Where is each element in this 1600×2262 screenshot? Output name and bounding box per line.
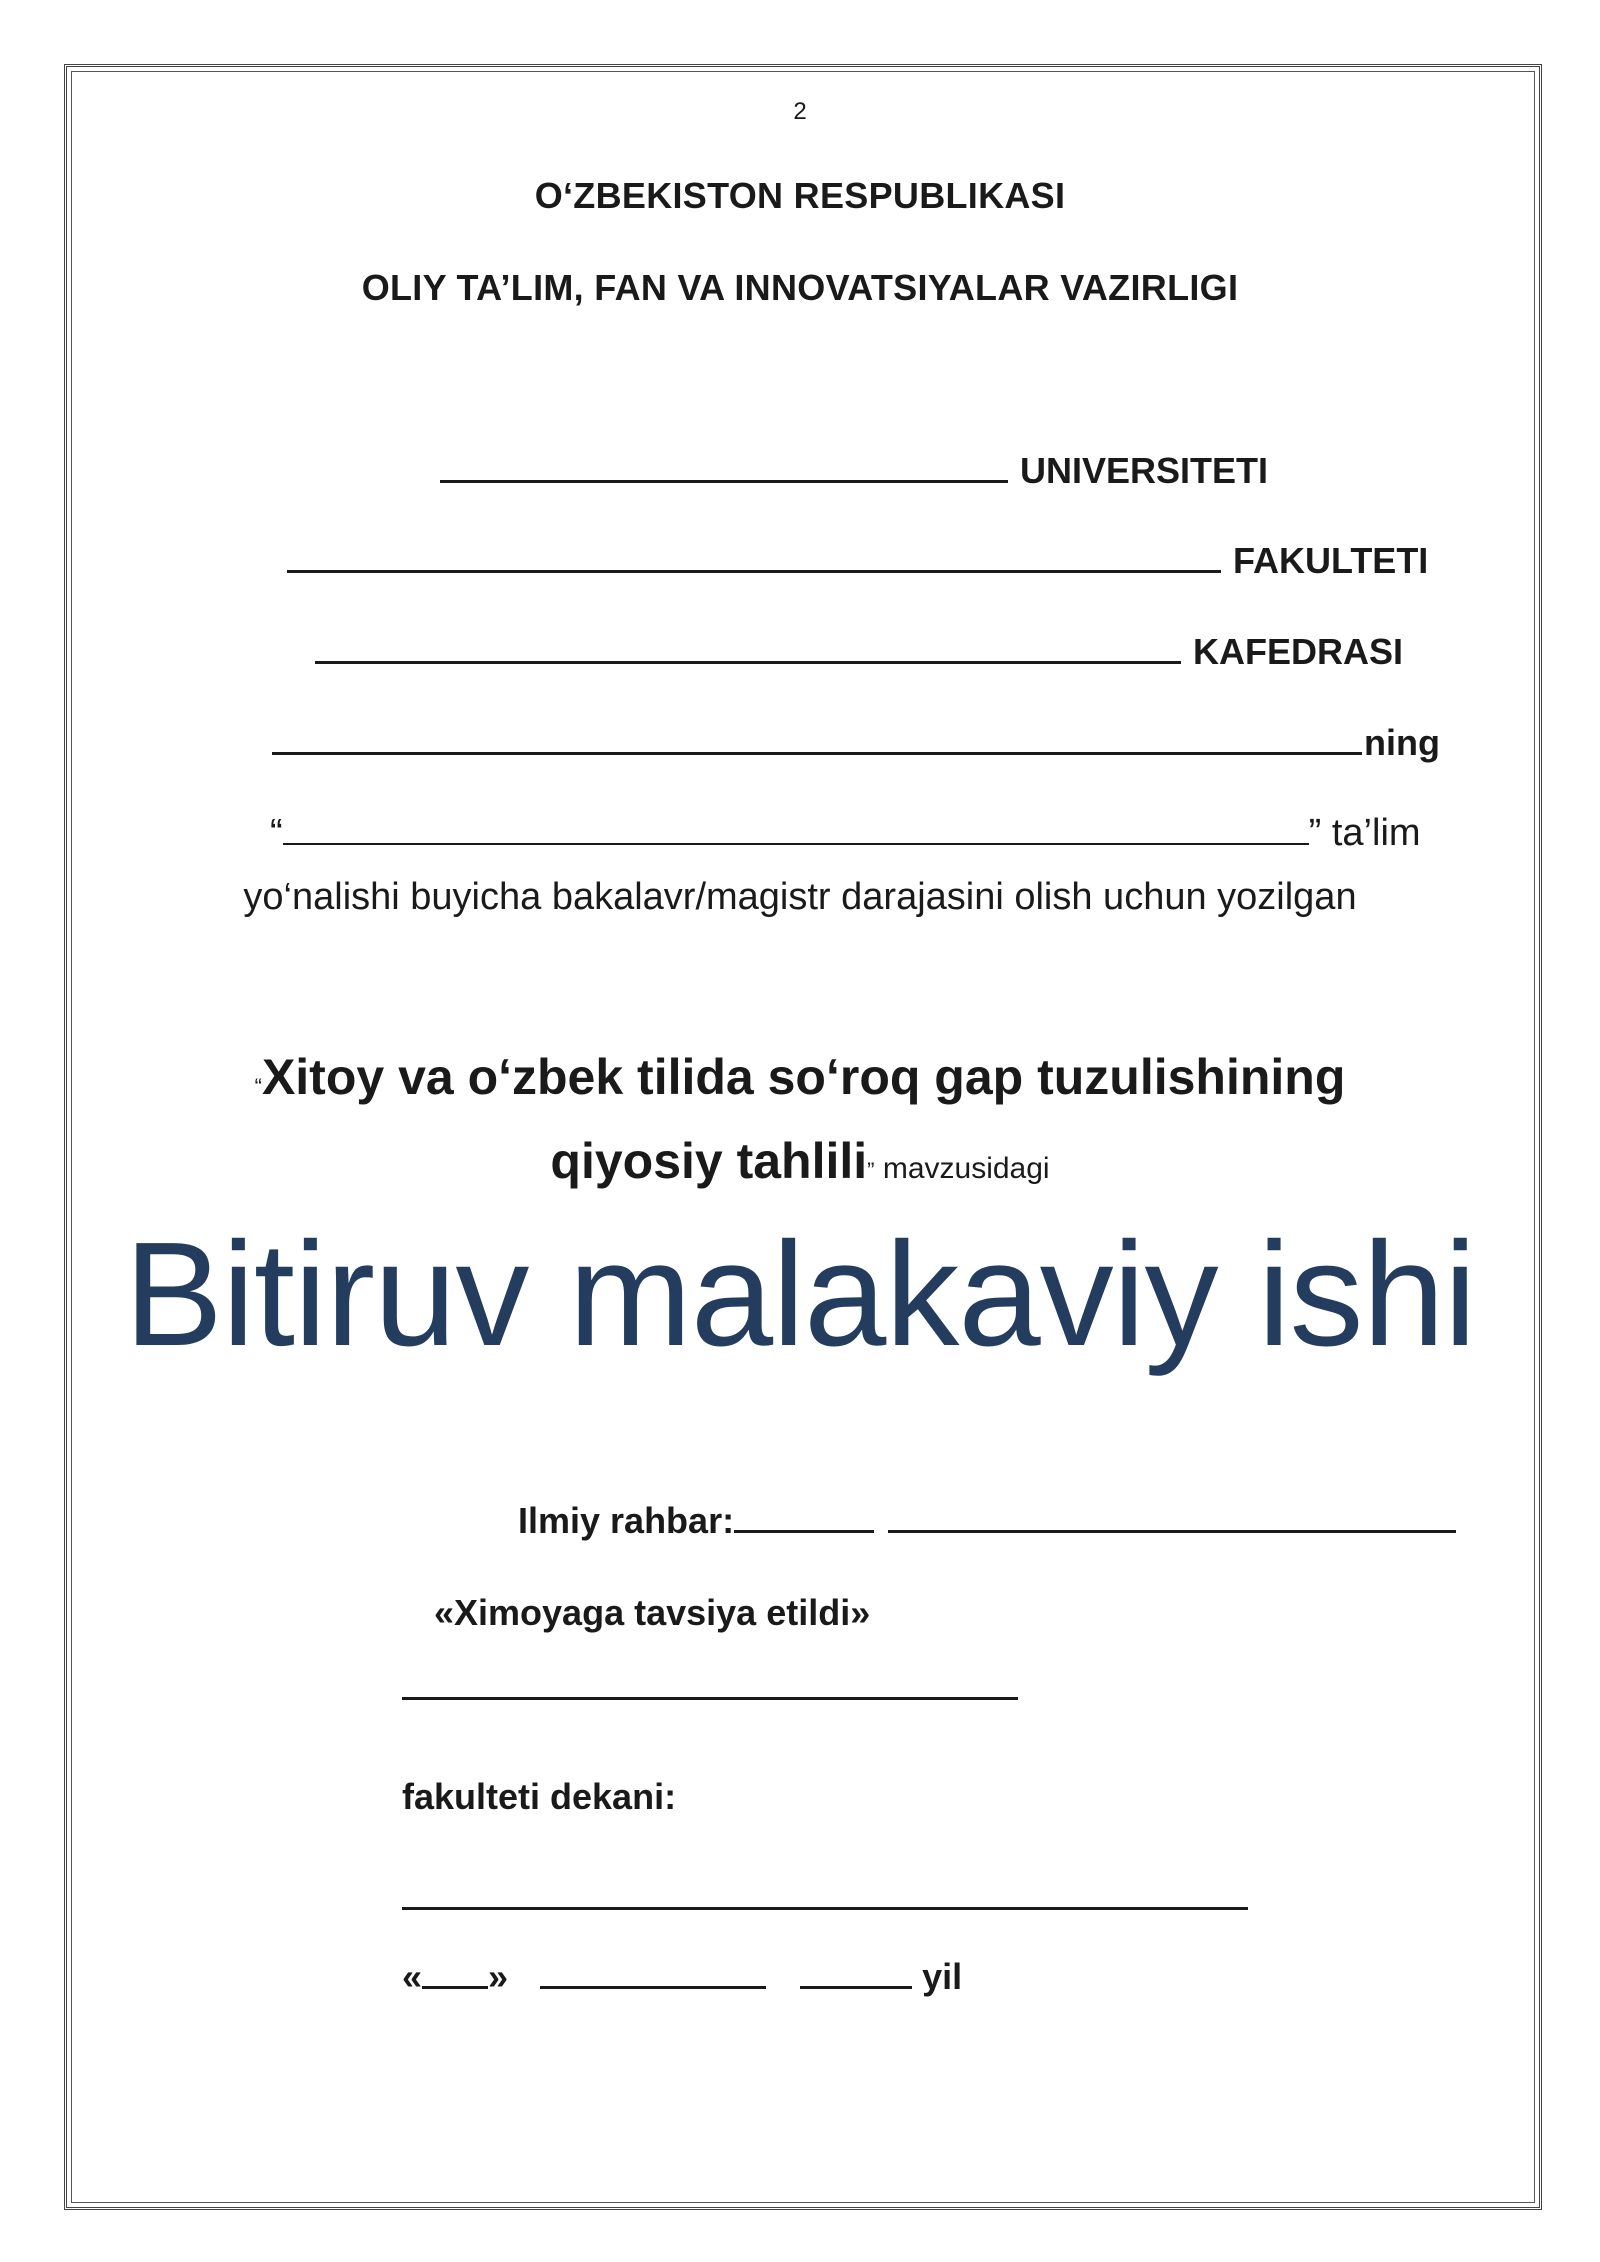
republic-heading: O‘ZBEKISTON RESPUBLIKASI: [534, 175, 1066, 216]
day-blank: [422, 1960, 488, 1989]
university-row: [440, 450, 1268, 492]
date-open-quote: «: [402, 1956, 423, 1997]
faculty-label: FAKULTETI: [1233, 540, 1429, 581]
direction-blank: [283, 817, 1309, 845]
direction-open-quote: “: [270, 812, 283, 854]
supervisor-row: [518, 1500, 1456, 1542]
supervisor-blank-long: [888, 1504, 1456, 1533]
recommended-label: «Ximoyaga tavsiya etildi»: [434, 1592, 871, 1633]
signature-blank-2: [402, 1907, 1248, 1910]
month-blank: [540, 1960, 766, 1989]
theme-suffix: mavzusidagi: [874, 1152, 1050, 1185]
date-row: [402, 1956, 962, 1998]
supervisor-blank-short: [734, 1504, 874, 1533]
department-label: KAFEDRASI: [1193, 631, 1404, 672]
university-blank: [440, 454, 1008, 483]
theme-text-2: qiyosiy tahlili: [550, 1133, 868, 1189]
direction-description: yo‘nalishi buyicha bakalavr/magistr darajasini olish uchun yozilgan: [243, 876, 1357, 918]
supervisor-label: Ilmiy rahbar:: [518, 1500, 735, 1541]
year-blank: [800, 1960, 912, 1989]
theme-line-1: [0, 1048, 1600, 1106]
signature-blank-1: [402, 1697, 1018, 1700]
dean-label: fakulteti dekani:: [402, 1776, 677, 1817]
page-number: 2: [793, 98, 807, 125]
university-label: UNIVERSITETI: [1020, 450, 1269, 491]
ministry-heading: OLIY TA’LIM, FAN VA INNOVATSIYALAR VAZIRLIGI: [361, 267, 1239, 308]
student-row: [272, 722, 1440, 764]
department-blank: [315, 635, 1181, 664]
department-row: [315, 631, 1403, 673]
student-label: ning: [1364, 722, 1440, 763]
year-label: yil: [922, 1956, 963, 1997]
faculty-row: [287, 540, 1428, 582]
date-close-quote: »: [488, 1956, 509, 1997]
faculty-blank: [287, 544, 1221, 573]
direction-label: ” ta’lim: [1308, 812, 1421, 854]
direction-row: [270, 812, 1421, 855]
student-blank: [272, 726, 1362, 755]
theme-line-2: [0, 1132, 1600, 1190]
theme-close-quote: ”: [867, 1158, 875, 1183]
document-title: Bitiruv malakaviy ishi: [124, 1212, 1476, 1377]
theme-open-quote: “: [254, 1074, 262, 1099]
theme-text-1: Xitoy va o‘zbek tilida so‘roq gap tuzulishining: [261, 1049, 1346, 1105]
